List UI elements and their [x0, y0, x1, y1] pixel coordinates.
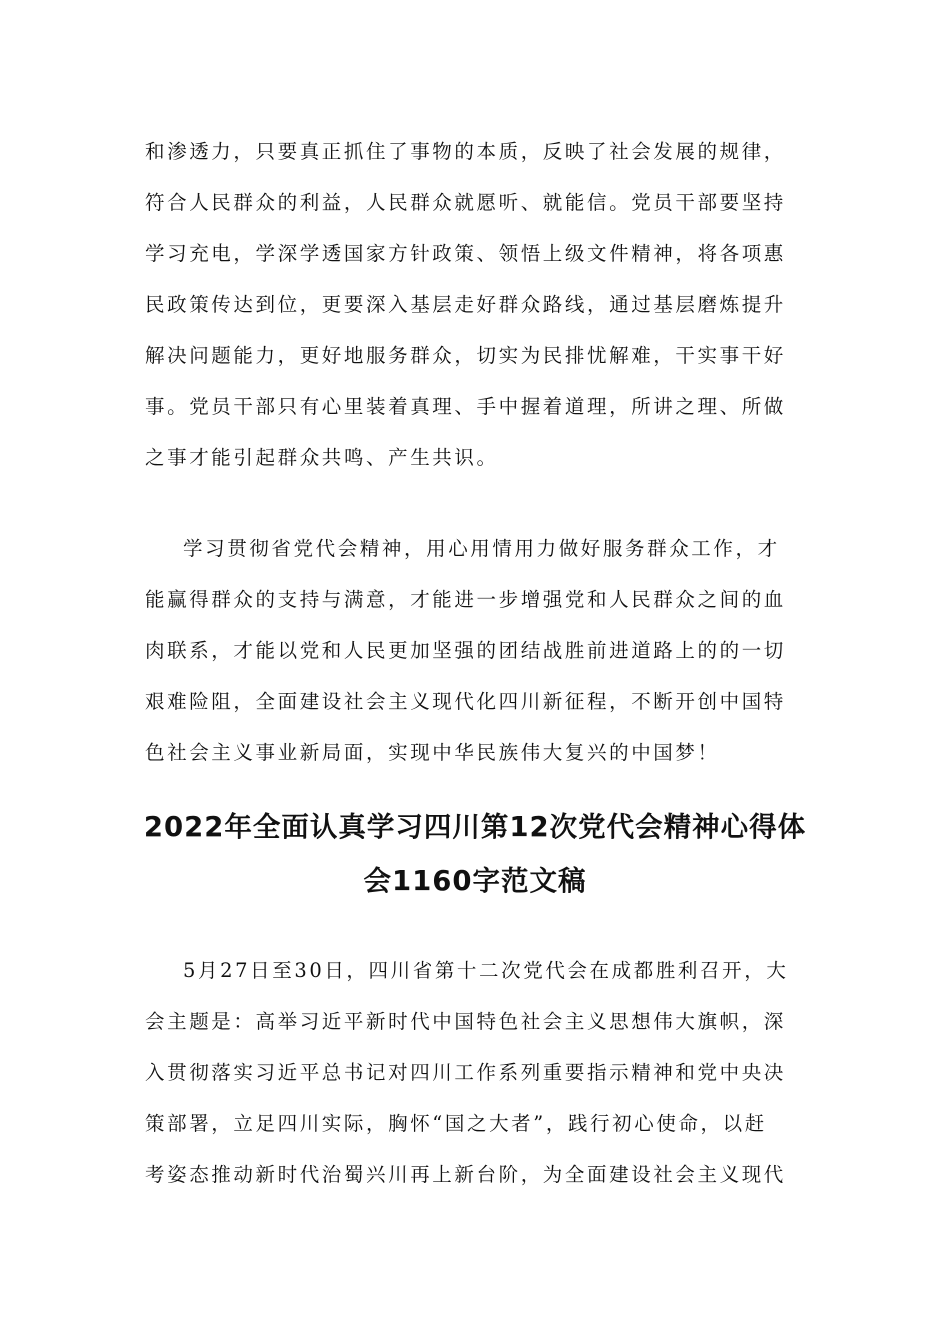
paragraph-line: 5月27日至30日，四川省第十二次党代会在成都胜利召开，大	[183, 959, 789, 982]
title-line-1: 2022年全面认真学习四川第12次党代会精神心得体	[143, 811, 807, 843]
paragraph-line: 解决问题能力，更好地服务群众，切实为民排忧解难，干实事干好	[145, 344, 786, 367]
paragraph-1	[145, 126, 810, 483]
paragraph-line: 艰难险阻，全面建设社会主义现代化四川新征程，不断开创中国特	[145, 690, 786, 713]
paragraph-line: 和渗透力，只要真正抓住了事物的本质，反映了社会发展的规律，	[145, 140, 786, 163]
paragraph-line: 会主题是：高举习近平新时代中国特色社会主义思想伟大旗帜，深	[145, 1010, 786, 1033]
paragraph-line: 入贯彻落实习近平总书记对四川工作系列重要指示精神和党中央决	[145, 1061, 786, 1084]
paragraph-line: 符合人民群众的利益，人民群众就愿听、就能信。党员干部要坚持	[145, 191, 786, 214]
paragraph-line: 考姿态推动新时代治蜀兴川再上新台阶，为全面建设社会主义现代	[145, 1163, 786, 1186]
paragraph-line: 肉联系，才能以党和人民更加坚强的团结战胜前进道路上的的一切	[145, 639, 786, 662]
paragraph-2	[145, 523, 810, 778]
paragraph-line: 能赢得群众的支持与满意，才能进一步增强党和人民群众之间的血	[145, 588, 786, 611]
title-line-2: 会1160字范文稿	[363, 865, 587, 897]
paragraph-line: 民政策传达到位，更要深入基层走好群众路线，通过基层磨炼提升	[145, 293, 786, 316]
paragraph-line: 事。党员干部只有心里装着真理、手中握着道理，所讲之理、所做	[145, 395, 786, 418]
paragraph-line: 学习贯彻省党代会精神，用心用情用力做好服务群众工作，才	[183, 537, 780, 560]
paragraph-line: 策部署，立足四川实际，胸怀“国之大者”，践行初心使命，以赶	[145, 1112, 767, 1135]
paragraph-line: 学习充电，学深学透国家方针政策、领悟上级文件精神，将各项惠	[145, 242, 786, 265]
paragraph-line: 色社会主义事业新局面，实现中华民族伟大复兴的中国梦！	[145, 741, 720, 764]
document-title	[100, 800, 850, 908]
paragraph-3	[145, 945, 810, 1200]
paragraph-line: 之事才能引起群众共鸣、产生共识。	[145, 446, 499, 469]
